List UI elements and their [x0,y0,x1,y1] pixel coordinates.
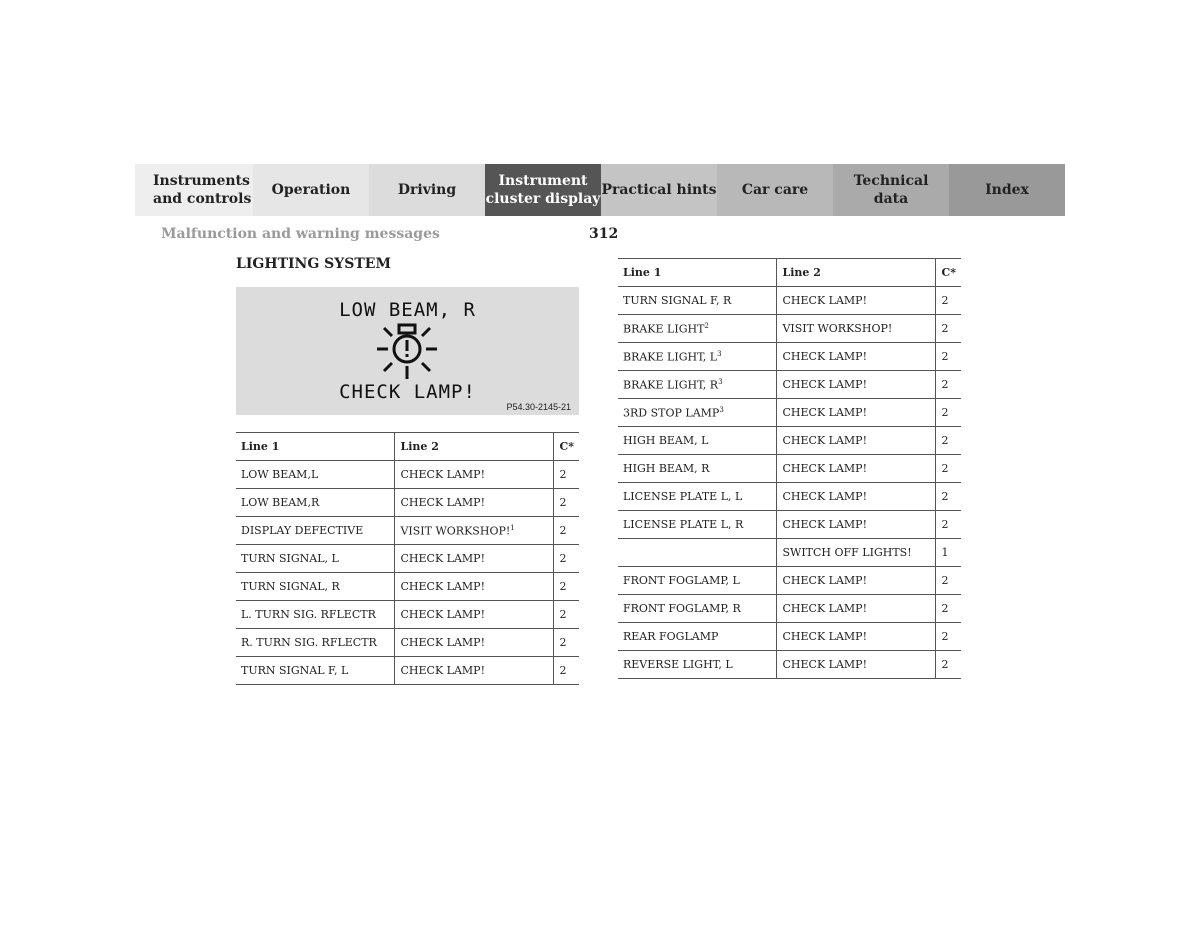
tab-label: Car care [741,182,809,198]
cell-line1 [618,623,777,651]
cell-c [936,651,961,679]
cell-c-text: 2 [941,490,949,503]
cell-line1-text: LOW BEAM,L [241,468,319,481]
cell-c-text: 2 [941,462,949,475]
table-row [618,455,961,483]
cell-c [936,427,961,455]
cell-c-text: 1 [941,546,949,559]
cell-c [936,567,961,595]
cell-c-text: 2 [941,602,949,615]
table-row [618,343,961,371]
cell-c-text: 2 [941,294,949,307]
tab-index[interactable] [949,164,1065,216]
cell-line1-text: TURN SIGNAL, R [241,580,340,593]
lamp-warning-icon [375,323,439,381]
cell-line2-text: CHECK LAMP! [782,518,867,531]
section-heading: LIGHTING SYSTEM [236,256,391,272]
cell-line2 [395,573,554,601]
cell-line1 [236,545,395,573]
cell-line2-text: CHECK LAMP! [400,608,485,621]
cell-c [936,483,961,511]
cell-line2-text: SWITCH OFF LIGHTS! [782,546,912,559]
cell-c-text: 2 [559,552,567,565]
column-header-line1: Line 1 [236,433,395,461]
cell-line2 [777,539,936,567]
tab-instruments-and-controls[interactable] [135,164,253,216]
message-table-right [618,258,961,679]
table-row [618,595,961,623]
cell-c-text: 2 [941,378,949,391]
cell-line1 [236,489,395,517]
footnote-marker: 2 [704,321,709,330]
table-row [618,483,961,511]
cell-line1 [618,483,777,511]
cell-line2 [777,427,936,455]
cell-c [936,511,961,539]
cell-line2-text: CHECK LAMP! [400,552,485,565]
cell-line1-text: BRAKE LIGHT, L [623,350,718,364]
table-row [236,657,579,685]
cell-line2 [395,629,554,657]
cell-line1-text: FRONT FOGLAMP, L [623,574,740,587]
cell-c-text: 2 [941,574,949,587]
cell-line1 [236,657,395,685]
table-row [236,461,579,489]
cell-c [936,315,961,343]
cell-line2-text: CHECK LAMP! [782,350,867,363]
cell-line2-text: VISIT WORKSHOP! [782,322,893,335]
cell-line1-text: LOW BEAM,R [241,496,320,509]
cell-line1 [618,371,777,399]
cell-line1-text: HIGH BEAM, R [623,462,710,475]
footnote-marker: 3 [717,349,722,358]
table-row [618,399,961,427]
table-header-row [618,259,961,287]
cell-line2 [777,343,936,371]
tab-label: Driving [397,182,457,198]
cell-c [554,601,579,629]
cell-line2 [777,567,936,595]
figure-reference: P54.30-2145-21 [506,402,571,412]
cell-line2-text: CHECK LAMP! [400,664,485,677]
cell-c [936,399,961,427]
cell-line2 [777,623,936,651]
cell-line2 [777,483,936,511]
cell-line2 [395,545,554,573]
cell-line2 [777,399,936,427]
cell-c-text: 2 [941,350,949,363]
table-row [618,539,961,567]
table-row [618,371,961,399]
cell-c [936,595,961,623]
cell-line2 [777,315,936,343]
cell-line1 [618,539,777,567]
table-row [618,511,961,539]
cell-line2-text: CHECK LAMP! [782,294,867,307]
cell-line1 [618,399,777,427]
cell-c-text: 2 [941,322,949,335]
cell-line2 [777,287,936,315]
cell-line1 [618,315,777,343]
tab-label: Instruments and controls [153,173,252,207]
section-tabs [135,164,1065,216]
cell-line1-text: HIGH BEAM, L [623,434,709,447]
column-header-c: C* [936,259,961,287]
table-row [618,623,961,651]
cell-line2-text: CHECK LAMP! [782,406,867,419]
cell-line1-text: REVERSE LIGHT, L [623,658,733,671]
footnote-marker: 1 [510,523,515,532]
cell-c-text: 2 [941,518,949,531]
table-row [618,315,961,343]
message-table-left [236,432,579,685]
cell-line2-text: CHECK LAMP! [782,602,867,615]
cell-line2 [395,517,554,545]
cell-line2-text: CHECK LAMP! [782,574,867,587]
cell-c-text: 2 [559,496,567,509]
cell-c [554,517,579,545]
tab-car-care[interactable] [717,164,833,216]
cell-line2-text: CHECK LAMP! [782,378,867,391]
cell-line1 [618,455,777,483]
cell-line1-text: FRONT FOGLAMP, R [623,602,741,615]
cell-line1-text: L. TURN SIG. RFLECTR [241,608,376,621]
cell-c-text: 2 [941,658,949,671]
cluster-display-illustration [236,287,579,415]
tab-label: Instrument cluster display [485,173,601,207]
cell-line2-text: CHECK LAMP! [782,630,867,643]
cell-line2-text: VISIT WORKSHOP! [400,524,511,538]
tab-instrument-cluster-display[interactable] [485,164,601,216]
table-row [236,545,579,573]
cell-c [554,545,579,573]
cell-line1-text: TURN SIGNAL F, L [241,664,349,677]
cell-c [936,455,961,483]
cell-line1-text: 3RD STOP LAMP [623,406,720,420]
column-header-line2: Line 2 [395,433,554,461]
cell-line1-text: BRAKE LIGHT, R [623,378,719,392]
cell-c [936,539,961,567]
cell-c [554,573,579,601]
tab-operation[interactable] [253,164,369,216]
cell-c-text: 2 [559,468,567,481]
cell-c [554,629,579,657]
column-header-line2: Line 2 [777,259,936,287]
cell-line1-text: BRAKE LIGHT [623,322,705,336]
cell-line1 [236,573,395,601]
cell-c [554,489,579,517]
tab-label: Operation [271,182,351,198]
section-title: Malfunction and warning messages [161,226,440,242]
footnote-marker: 3 [719,405,724,414]
cell-c-text: 2 [559,664,567,677]
cell-c [936,343,961,371]
cell-c [936,287,961,315]
cell-c-text: 2 [559,636,567,649]
cell-line1 [618,595,777,623]
cell-line2-text: CHECK LAMP! [400,496,485,509]
cell-line1-text: DISPLAY DEFECTIVE [241,524,364,537]
cell-line2-text: CHECK LAMP! [782,462,867,475]
cell-line2-text: CHECK LAMP! [400,580,485,593]
cell-line1-text: TURN SIGNAL F, R [623,294,732,307]
tab-label: Technical data [853,173,929,207]
cell-line2-text: CHECK LAMP! [782,658,867,671]
cell-line1 [236,629,395,657]
cell-c-text: 2 [941,630,949,643]
cell-line1-text: REAR FOGLAMP [623,630,719,643]
cell-line1-text: R. TURN SIG. RFLECTR [241,636,377,649]
cell-line2 [395,657,554,685]
cell-c-text: 2 [559,580,567,593]
cell-line2 [395,601,554,629]
cell-c [936,623,961,651]
table-header-row [236,433,579,461]
cell-line1 [618,567,777,595]
cell-c [936,371,961,399]
cell-line2 [777,511,936,539]
cell-c [554,657,579,685]
cell-c-text: 2 [941,434,949,447]
cell-line2-text: CHECK LAMP! [782,490,867,503]
table-row [618,287,961,315]
table-row [236,517,579,545]
display-line-1: LOW BEAM, R [339,299,476,321]
table-row [618,651,961,679]
cell-line2 [777,455,936,483]
cell-line1 [618,511,777,539]
tab-practical-hints[interactable] [601,164,717,216]
cell-line2 [395,489,554,517]
cell-line2 [395,461,554,489]
cell-c-text: 2 [941,406,949,419]
cell-c [554,461,579,489]
tab-technical-data[interactable] [833,164,949,216]
table-row [236,573,579,601]
table-row [236,601,579,629]
table-row [236,489,579,517]
page-number: 312 [589,226,619,242]
cell-line1 [236,517,395,545]
column-header-c: C* [554,433,579,461]
cell-line1 [618,287,777,315]
display-line-2: CHECK LAMP! [339,381,476,403]
table-row [236,629,579,657]
cell-line2 [777,371,936,399]
cell-line2-text: CHECK LAMP! [400,636,485,649]
cell-line2 [777,595,936,623]
cell-c-text: 2 [559,524,567,537]
cell-line1 [236,461,395,489]
cell-line1 [618,427,777,455]
cell-c-text: 2 [559,608,567,621]
cell-line1 [618,651,777,679]
cell-line1 [236,601,395,629]
footnote-marker: 3 [718,377,723,386]
tab-label: Practical hints [601,182,717,198]
cell-line1-text: TURN SIGNAL, L [241,552,339,565]
tab-label: Index [985,182,1029,198]
cell-line1 [618,343,777,371]
column-header-line1: Line 1 [618,259,777,287]
cell-line2 [777,651,936,679]
tab-driving[interactable] [369,164,485,216]
table-row [618,427,961,455]
table-row [618,567,961,595]
cell-line1-text: LICENSE PLATE L, L [623,490,743,503]
cell-line2-text: CHECK LAMP! [782,434,867,447]
cell-line2-text: CHECK LAMP! [400,468,485,481]
cell-line1-text: LICENSE PLATE L, R [623,518,744,531]
